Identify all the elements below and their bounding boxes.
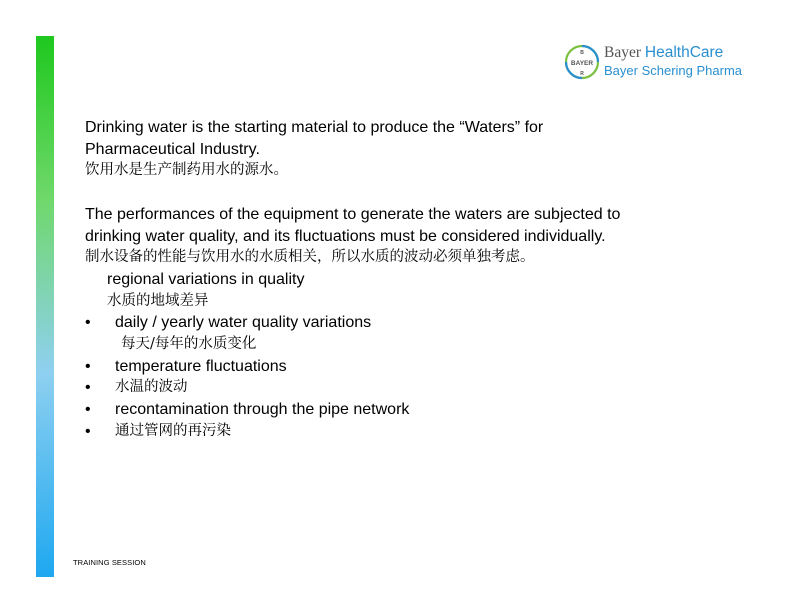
logo-emblem-text: BAYER bbox=[570, 60, 594, 67]
item1-cn: 每天/每年的水质变化 bbox=[121, 336, 257, 353]
bullet-icon: • bbox=[85, 401, 91, 419]
list-item bbox=[85, 399, 725, 421]
bayer-logo bbox=[564, 42, 764, 84]
item3-cn: 通过管网的再污染 bbox=[115, 422, 231, 439]
para1-en-line1: Drinking water is the starting material to produce the “Waters” for bbox=[85, 119, 544, 136]
slide-body bbox=[85, 117, 725, 443]
bullet-icon: • bbox=[85, 357, 91, 375]
logo-line-1: Bayer HealthCare bbox=[604, 44, 724, 61]
list-item bbox=[85, 421, 725, 443]
para2-cn: 制水设备的性能与饮用水的水质相关，所以水质的波动必须单独考虑。 bbox=[85, 249, 535, 266]
item2-en: temperature fluctuations bbox=[115, 357, 287, 375]
item3-en: recontamination through the pipe network bbox=[115, 401, 410, 419]
list-item bbox=[85, 377, 725, 399]
bullet-icon: • bbox=[85, 314, 91, 332]
logo-line-2: Bayer Schering Pharma bbox=[604, 63, 743, 78]
item2-cn: 水温的波动 bbox=[115, 379, 188, 396]
para1-en-line2: Pharmaceutical Industry. bbox=[85, 140, 260, 158]
healthcare-text: HealthCare bbox=[644, 44, 724, 61]
item1-en: daily / yearly water quality variations bbox=[115, 314, 372, 332]
list-item bbox=[85, 356, 725, 378]
bullet-icon: • bbox=[85, 422, 91, 440]
item0-cn: 水质的地域差异 bbox=[107, 292, 209, 309]
logo-wordmark bbox=[604, 44, 742, 80]
bayer-cross-icon bbox=[564, 44, 600, 80]
para1-cn: 饮用水是生产制药用水的源水。 bbox=[85, 162, 288, 179]
bullet-icon: • bbox=[85, 379, 91, 397]
footer-label: TRAINING SESSION bbox=[73, 558, 146, 567]
svg-text:B: B bbox=[580, 50, 584, 56]
para2-en-line1: The performances of the equipment to generate the waters are subjected to bbox=[85, 205, 621, 223]
side-gradient-bar bbox=[36, 36, 54, 577]
svg-text:R: R bbox=[580, 71, 584, 77]
para2-en-line2: drinking water quality, and its fluctuations must be considered individually. bbox=[85, 227, 606, 245]
list-item bbox=[85, 312, 725, 334]
item0-en: regional variations in quality bbox=[107, 270, 305, 288]
